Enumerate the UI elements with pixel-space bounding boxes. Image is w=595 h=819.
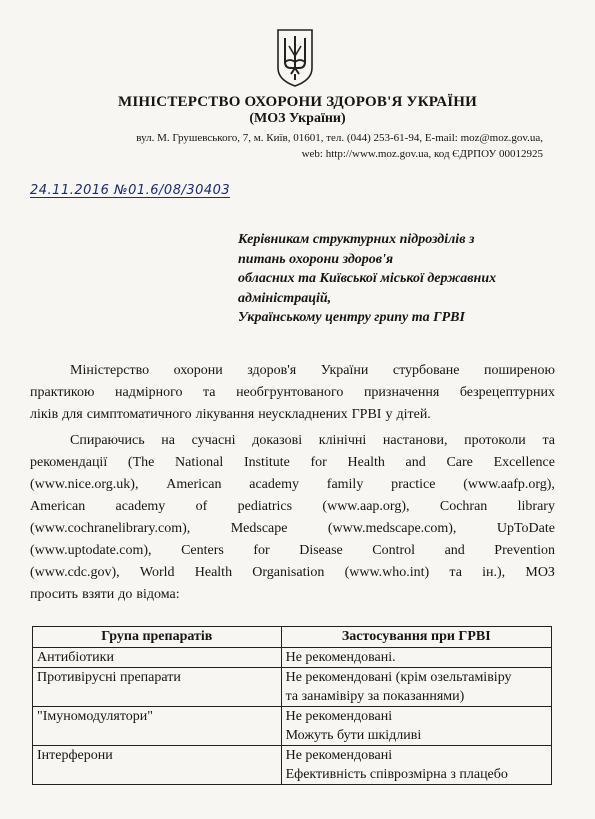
word: American [30, 499, 86, 514]
paragraph-line [30, 584, 555, 606]
table-row [33, 746, 552, 785]
word: Care [446, 455, 473, 470]
word: поширеною [484, 363, 555, 378]
word: (www.nice.org.uk), [30, 477, 139, 492]
word: безрецептурних [459, 385, 555, 400]
paragraph-line [30, 430, 555, 452]
usage-line: Можуть бути шкідливі [285, 728, 422, 743]
usage-line: Не рекомендовані (крім озельтамівіру [285, 670, 512, 685]
word: academy [249, 477, 299, 492]
drug-recommendations-table [32, 626, 552, 785]
word: охорони [173, 363, 223, 378]
ministry-abbreviation: (МОЗ України) [249, 111, 346, 126]
word: Institute [243, 455, 290, 470]
paragraph-line [30, 496, 555, 518]
word: просить [30, 587, 79, 602]
word: (www.aap.org), [322, 499, 410, 514]
word: for [310, 455, 327, 470]
word: у [385, 407, 393, 422]
word: (The [127, 455, 155, 470]
table-row [33, 707, 552, 746]
registration-number: №01.6/08/30403 [114, 183, 231, 198]
word: України [320, 363, 369, 378]
word: Cochran [439, 499, 488, 514]
word: Спираючись [70, 433, 145, 448]
address-line-2: web: http://www.moz.gov.ua, код ЄДРПОУ 00012925 [301, 148, 543, 160]
word: для [62, 407, 83, 422]
word: ін.), [482, 565, 506, 580]
word: of [195, 499, 208, 514]
paragraph-line [30, 404, 555, 426]
word: надмірного [115, 385, 183, 400]
paragraph-concern [30, 360, 555, 426]
word: practice [391, 477, 436, 492]
word: доказові [252, 433, 303, 448]
word: Centers [181, 543, 224, 558]
paragraph-line [30, 562, 555, 584]
addressee-line: Українському центру грипу та ГРВІ [238, 310, 465, 325]
word: призначення [363, 385, 440, 400]
addressee-block [238, 230, 558, 328]
usage-line: Не рекомендовані. [285, 650, 396, 665]
word: сучасні [191, 433, 236, 448]
word: протоколи [464, 433, 526, 448]
addressee-line: обласних та Київської міської державних [238, 271, 497, 286]
word: American [166, 477, 222, 492]
word: рекомендації [30, 455, 108, 470]
paragraph-line [30, 474, 555, 496]
usage-cell [281, 746, 551, 785]
trident-emblem-icon [274, 28, 316, 88]
table-header-row [33, 627, 552, 648]
word: and [405, 455, 426, 470]
word: необгрунтованого [236, 385, 344, 400]
paragraph-line [30, 452, 555, 474]
usage-line: Ефективність співрозмірна з плацебо [285, 767, 508, 782]
word: МОЗ [525, 565, 555, 580]
word: pediatrics [237, 499, 293, 514]
word: for [253, 543, 270, 558]
word: взяти [82, 587, 115, 602]
drug-group-cell: Інтерферони [33, 746, 282, 785]
word: на [161, 433, 175, 448]
paragraph-line [30, 382, 555, 404]
word: Control [372, 543, 416, 558]
word: симптоматичного [86, 407, 192, 422]
column-header-group: Група препаратів [33, 627, 282, 648]
word: (www.who.int) [344, 565, 430, 580]
addressee-line: питань охорони здоров'я [238, 251, 394, 267]
word: Health [194, 565, 233, 580]
word: ГРВІ [351, 407, 382, 422]
registration-date: 24.11.2016 [30, 183, 110, 198]
word: (www.cdc.gov), [30, 565, 120, 580]
registration-line [30, 183, 230, 198]
word: настанови, [382, 433, 448, 448]
usage-line: Не рекомендовані [285, 709, 393, 724]
word: клінічні [318, 433, 367, 448]
paragraph-line [30, 540, 555, 562]
usage-cell [281, 707, 551, 746]
word: неускладнених [258, 407, 348, 422]
addressee-line: адміністрацій, [238, 290, 332, 306]
word: (www.uptodate.com), [30, 543, 152, 558]
word: та [203, 385, 216, 400]
word: UpToDate [496, 521, 555, 536]
word: library [517, 499, 555, 514]
word: Health [347, 455, 385, 470]
word: практикою [30, 385, 95, 400]
paragraph-line [30, 360, 555, 382]
column-header-usage: Застосування при ГРВІ [281, 627, 551, 648]
word: Excellence [493, 455, 555, 470]
word: and [444, 543, 465, 558]
word: academy [115, 499, 166, 514]
word: дітей. [396, 407, 431, 422]
drug-group-cell: "Імуномодулятори" [33, 707, 282, 746]
word: Prevention [494, 543, 555, 558]
paragraph-guidelines [30, 430, 555, 606]
word: стурбоване [392, 363, 460, 378]
word: Medscape [230, 521, 288, 536]
usage-line: Не рекомендовані [285, 748, 393, 763]
word: (www.cochranelibrary.com), [30, 521, 191, 536]
ministry-title: МІНІСТЕРСТВО ОХОРОНИ ЗДОРОВ'Я УКРАЇНИ [117, 94, 478, 110]
word: Міністерство [70, 363, 150, 378]
word: World [139, 565, 175, 580]
usage-line: та занамівіру за показаннями) [285, 689, 465, 704]
drug-group-cell: Антибіотики [33, 648, 282, 668]
address-line-1: вул. М. Грушевського, 7, м. Київ, 01601, тел. (044) 253-61-94, E-mail: moz@moz.gov.ua, [136, 132, 543, 144]
usage-cell [281, 668, 551, 707]
word: National [175, 455, 224, 470]
word: Organisation [252, 565, 325, 580]
addressee-line: Керівникам структурних підрозділів з [238, 232, 475, 247]
drug-group-cell: Противірусні препарати [33, 668, 282, 707]
paragraph-line [30, 518, 555, 540]
table-row [33, 668, 552, 707]
word: до [118, 587, 133, 602]
word: та [449, 565, 462, 580]
word: та [542, 433, 555, 448]
usage-cell [281, 648, 551, 668]
word: (www.medscape.com), [327, 521, 457, 536]
word: лікування [195, 407, 255, 422]
word: family [326, 477, 364, 492]
word: (www.aafp.org), [463, 477, 555, 492]
word: відома: [136, 587, 180, 602]
table-row [33, 648, 552, 668]
word: Disease [299, 543, 343, 558]
word: здоров'я [247, 363, 297, 378]
word: ліків [30, 407, 59, 422]
